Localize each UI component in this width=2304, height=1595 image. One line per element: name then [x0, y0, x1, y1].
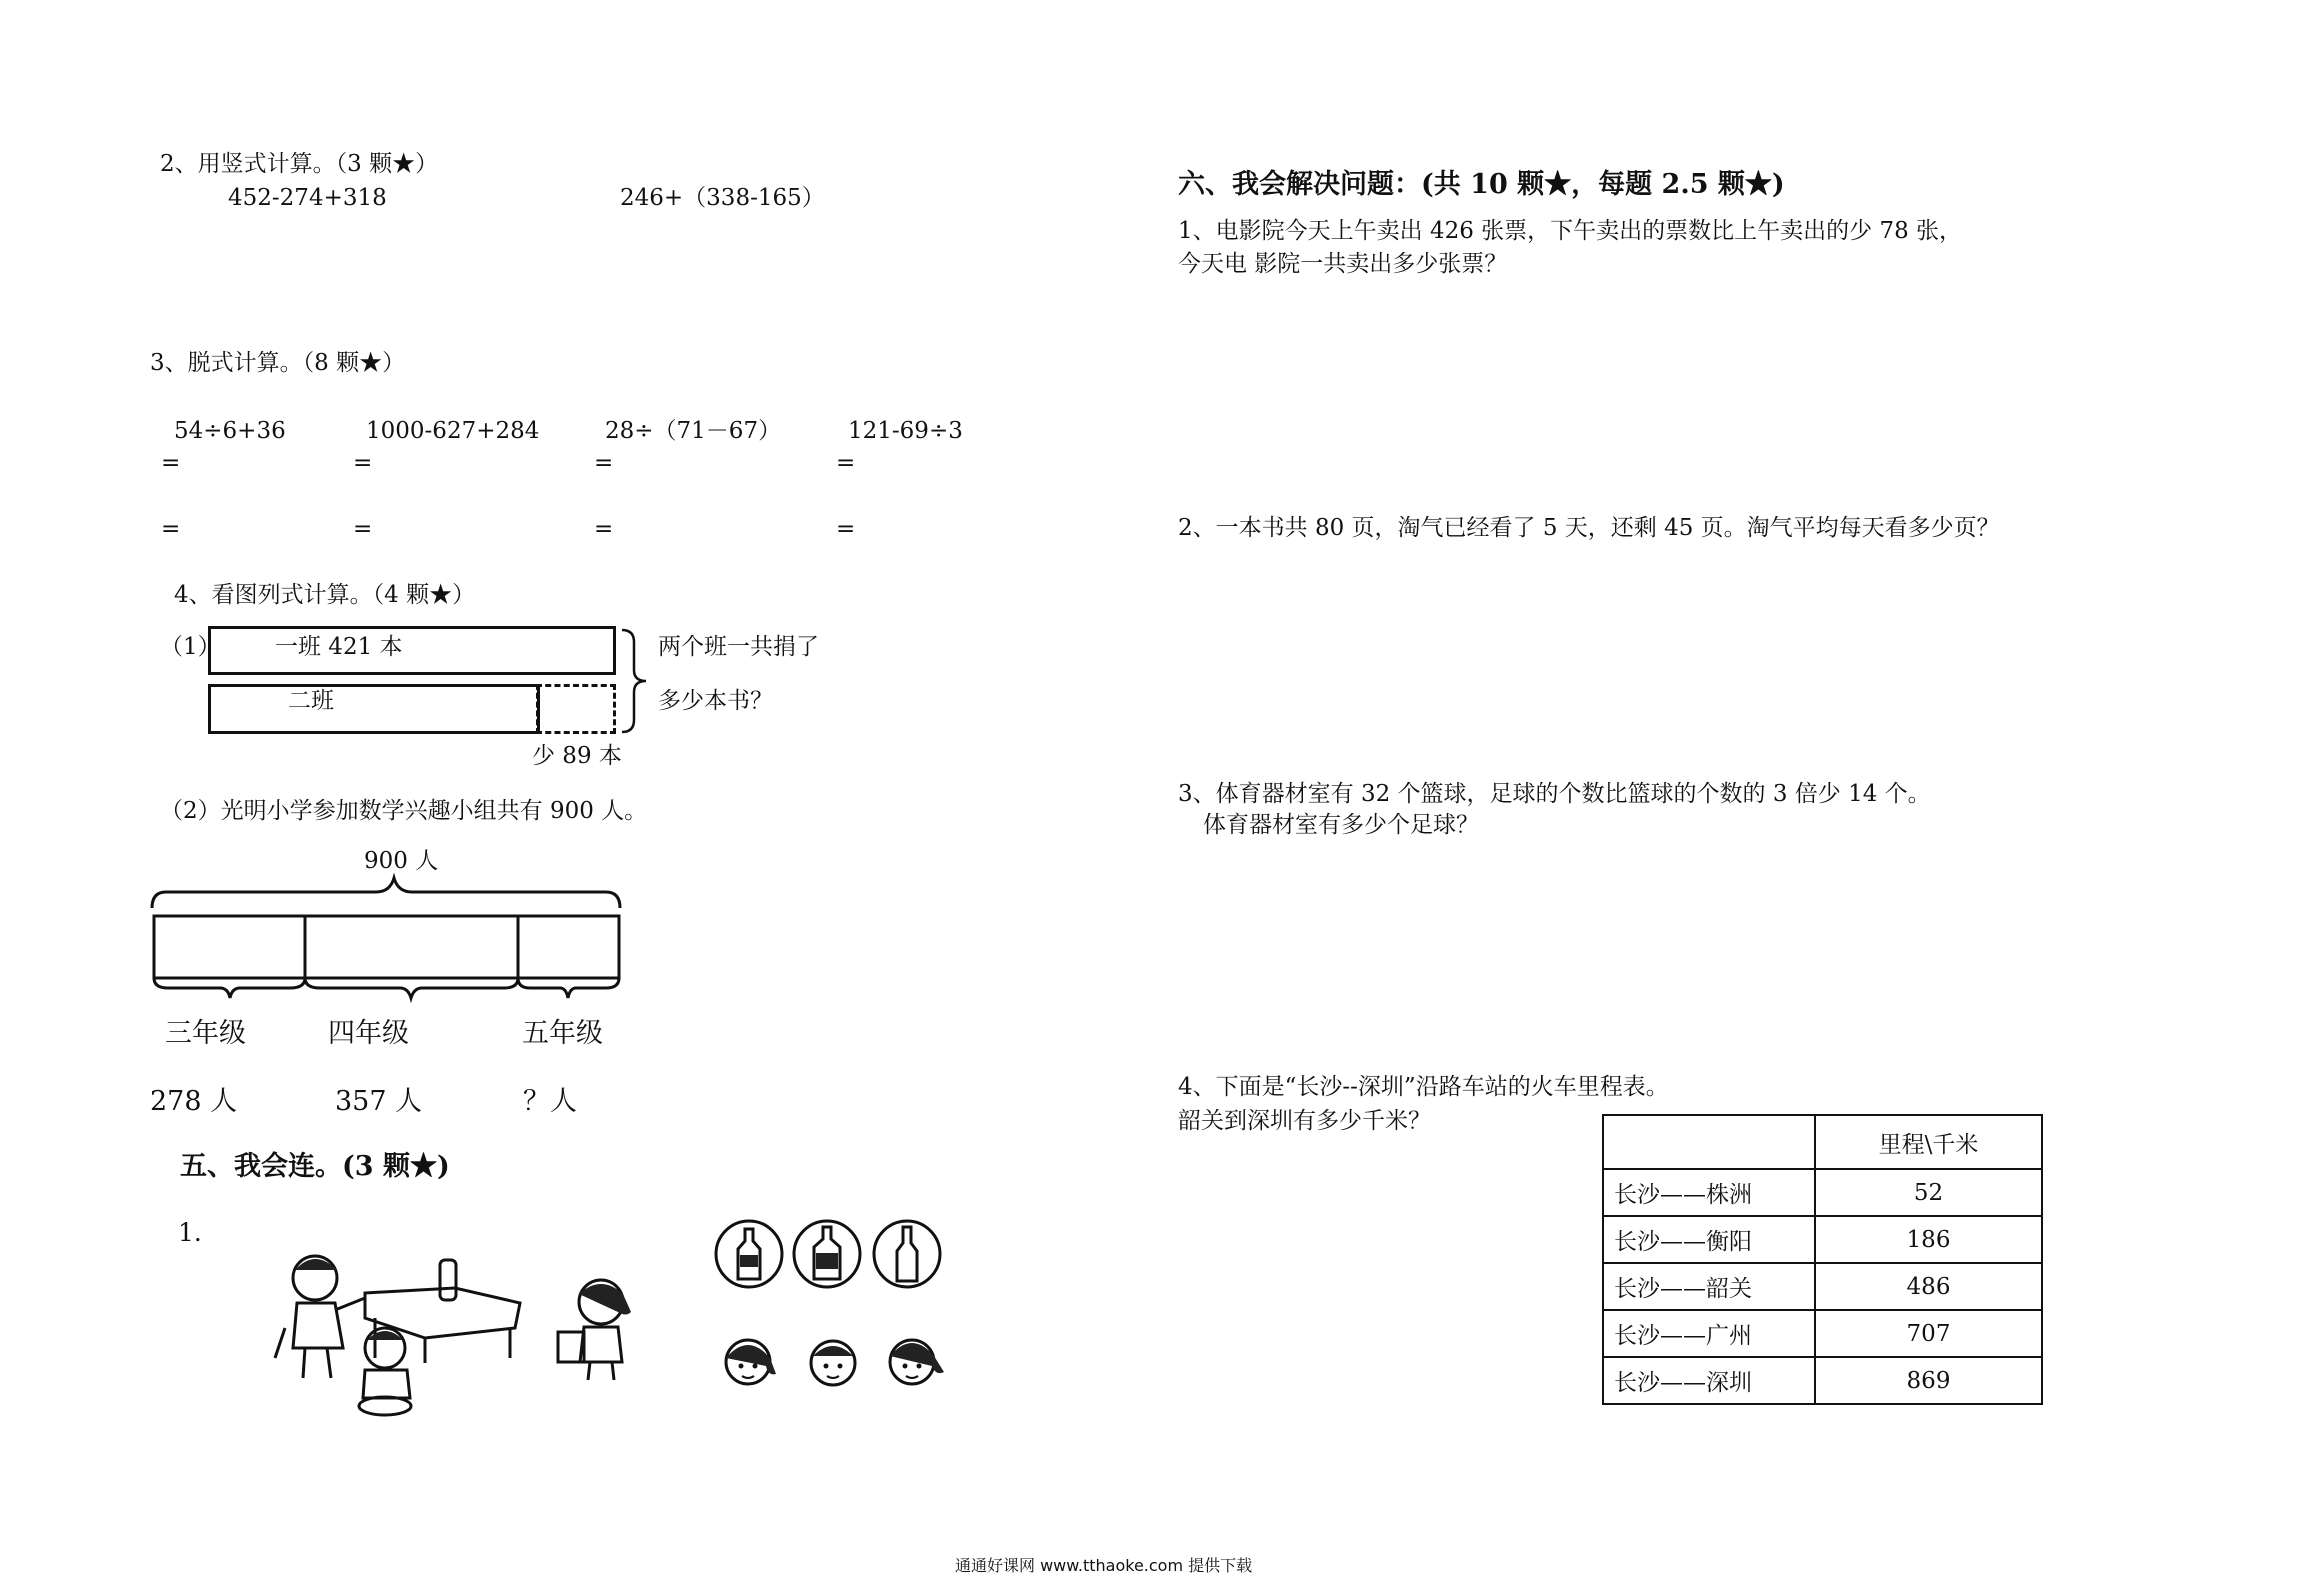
q5-item-number: 1.	[178, 1218, 202, 1247]
problem-2: 2、一本书共 80 页，淘气已经看了 5 天，还剩 45 页。淘气平均每天看多少页？	[1178, 515, 2000, 541]
table-row	[1603, 1216, 2042, 1263]
section-5-title: 五、我会连。(3 颗★)	[180, 1151, 450, 1182]
total-label: 900 人	[364, 848, 439, 874]
table-cell-route: 长沙——韶关	[1603, 1263, 1815, 1310]
eq-sign: =	[836, 450, 856, 476]
bar-class-2-missing	[536, 684, 616, 734]
table-row	[1603, 1263, 2042, 1310]
bar-class-1-label: 一班 421 本	[275, 634, 403, 660]
grade-count-5: ？人	[523, 1086, 577, 1117]
problem-3-line-2: 体育器材室有多少个足球？	[1203, 812, 1479, 838]
face-icon	[716, 1330, 782, 1394]
q4-part1-label: （1）	[160, 634, 221, 660]
section-6-title: 六、我会解决问题：(共 10 颗★，每题 2.5 颗★)	[1178, 169, 1785, 200]
table-cell-distance: 186	[1815, 1216, 2042, 1263]
bar-class-2	[208, 684, 540, 734]
q3-expr-2: 1000-627+284	[366, 418, 540, 444]
face-icon	[800, 1330, 866, 1394]
eq-sign: =	[836, 516, 856, 542]
problem-3-line-1: 3、体育器材室有 32 个篮球，足球的个数比篮球的个数的 3 倍少 14 个。	[1178, 781, 1931, 807]
problem-1-line-2: 今天电 影院一共卖出多少张票？	[1178, 251, 1508, 277]
table-cell-distance: 52	[1815, 1169, 2042, 1216]
grade-count-3: 278 人	[150, 1086, 238, 1117]
eq-sign: =	[594, 450, 614, 476]
girl-drawing-icon	[556, 1272, 646, 1382]
eq-sign: =	[594, 516, 614, 542]
table-row	[1603, 1310, 2042, 1357]
face-icon	[878, 1326, 950, 1396]
problem-4-line-1: 4、下面是“长沙--深圳”沿路车站的火车里程表。	[1178, 1074, 1669, 1100]
table-header-cell	[1603, 1115, 1815, 1169]
table-header-row	[1603, 1115, 2042, 1169]
less-label: 少 89 本	[532, 743, 622, 769]
brace-question-line-1: 两个班一共捐了	[658, 634, 819, 660]
grade-label-3: 三年级	[165, 1018, 246, 1049]
table-row	[1603, 1357, 2042, 1404]
table-cell-distance: 707	[1815, 1310, 2042, 1357]
q3-expr-3: 28÷（71－67）	[605, 418, 782, 444]
grade-count-4: 357 人	[335, 1086, 423, 1117]
q2-expr-2: 246+（338-165）	[620, 185, 825, 211]
brace-question-line-2: 多少本书？	[658, 688, 773, 714]
table-cell-route: 长沙——株洲	[1603, 1169, 1815, 1216]
curly-brace-icon	[620, 628, 650, 734]
mileage-table	[1602, 1114, 2043, 1405]
table-cell-route: 长沙——衡阳	[1603, 1216, 1815, 1263]
bottle-icon	[712, 1217, 786, 1291]
footer-text: 通通好课网 www.tthaoke.com 提供下载	[955, 1556, 1253, 1575]
q3-expr-1: 54÷6+36	[174, 418, 286, 444]
q4-part2-text: （2）光明小学参加数学兴趣小组共有 900 人。	[160, 798, 648, 824]
eq-sign: =	[353, 450, 373, 476]
q4-title: 4、看图列式计算。（4 颗★）	[174, 582, 476, 608]
table-cell-route: 长沙——广州	[1603, 1310, 1815, 1357]
eq-sign: =	[161, 516, 181, 542]
grade-label-4: 四年级	[328, 1018, 409, 1049]
eq-sign: =	[353, 516, 373, 542]
bottle-icon	[790, 1217, 864, 1291]
eq-sign: =	[161, 450, 181, 476]
table-cell-distance: 869	[1815, 1357, 2042, 1404]
kids-drawing-icon	[265, 1248, 535, 1418]
bar-class-2-label: 二班	[288, 688, 334, 714]
table-cell-route: 长沙——深圳	[1603, 1357, 1815, 1404]
problem-4-line-2: 韶关到深圳有多少千米？	[1178, 1108, 1431, 1134]
q3-title: 3、脱式计算。（8 颗★）	[150, 350, 406, 376]
problem-1-line-1: 1、电影院今天上午卖出 426 张票，下午卖出的票数比上午卖出的少 78 张，	[1178, 218, 1963, 244]
bar-class-1	[208, 626, 616, 675]
grade-bar-diagram	[150, 876, 626, 1000]
table-header-cell: 里程\千米	[1815, 1115, 2042, 1169]
table-row	[1603, 1169, 2042, 1216]
grade-label-5: 五年级	[522, 1018, 603, 1049]
q3-expr-4: 121-69÷3	[848, 418, 963, 444]
table-cell-distance: 486	[1815, 1263, 2042, 1310]
bottle-icon	[870, 1217, 944, 1291]
q2-title: 2、用竖式计算。（3 颗★）	[160, 151, 439, 177]
q2-expr-1: 452-274+318	[228, 185, 387, 211]
